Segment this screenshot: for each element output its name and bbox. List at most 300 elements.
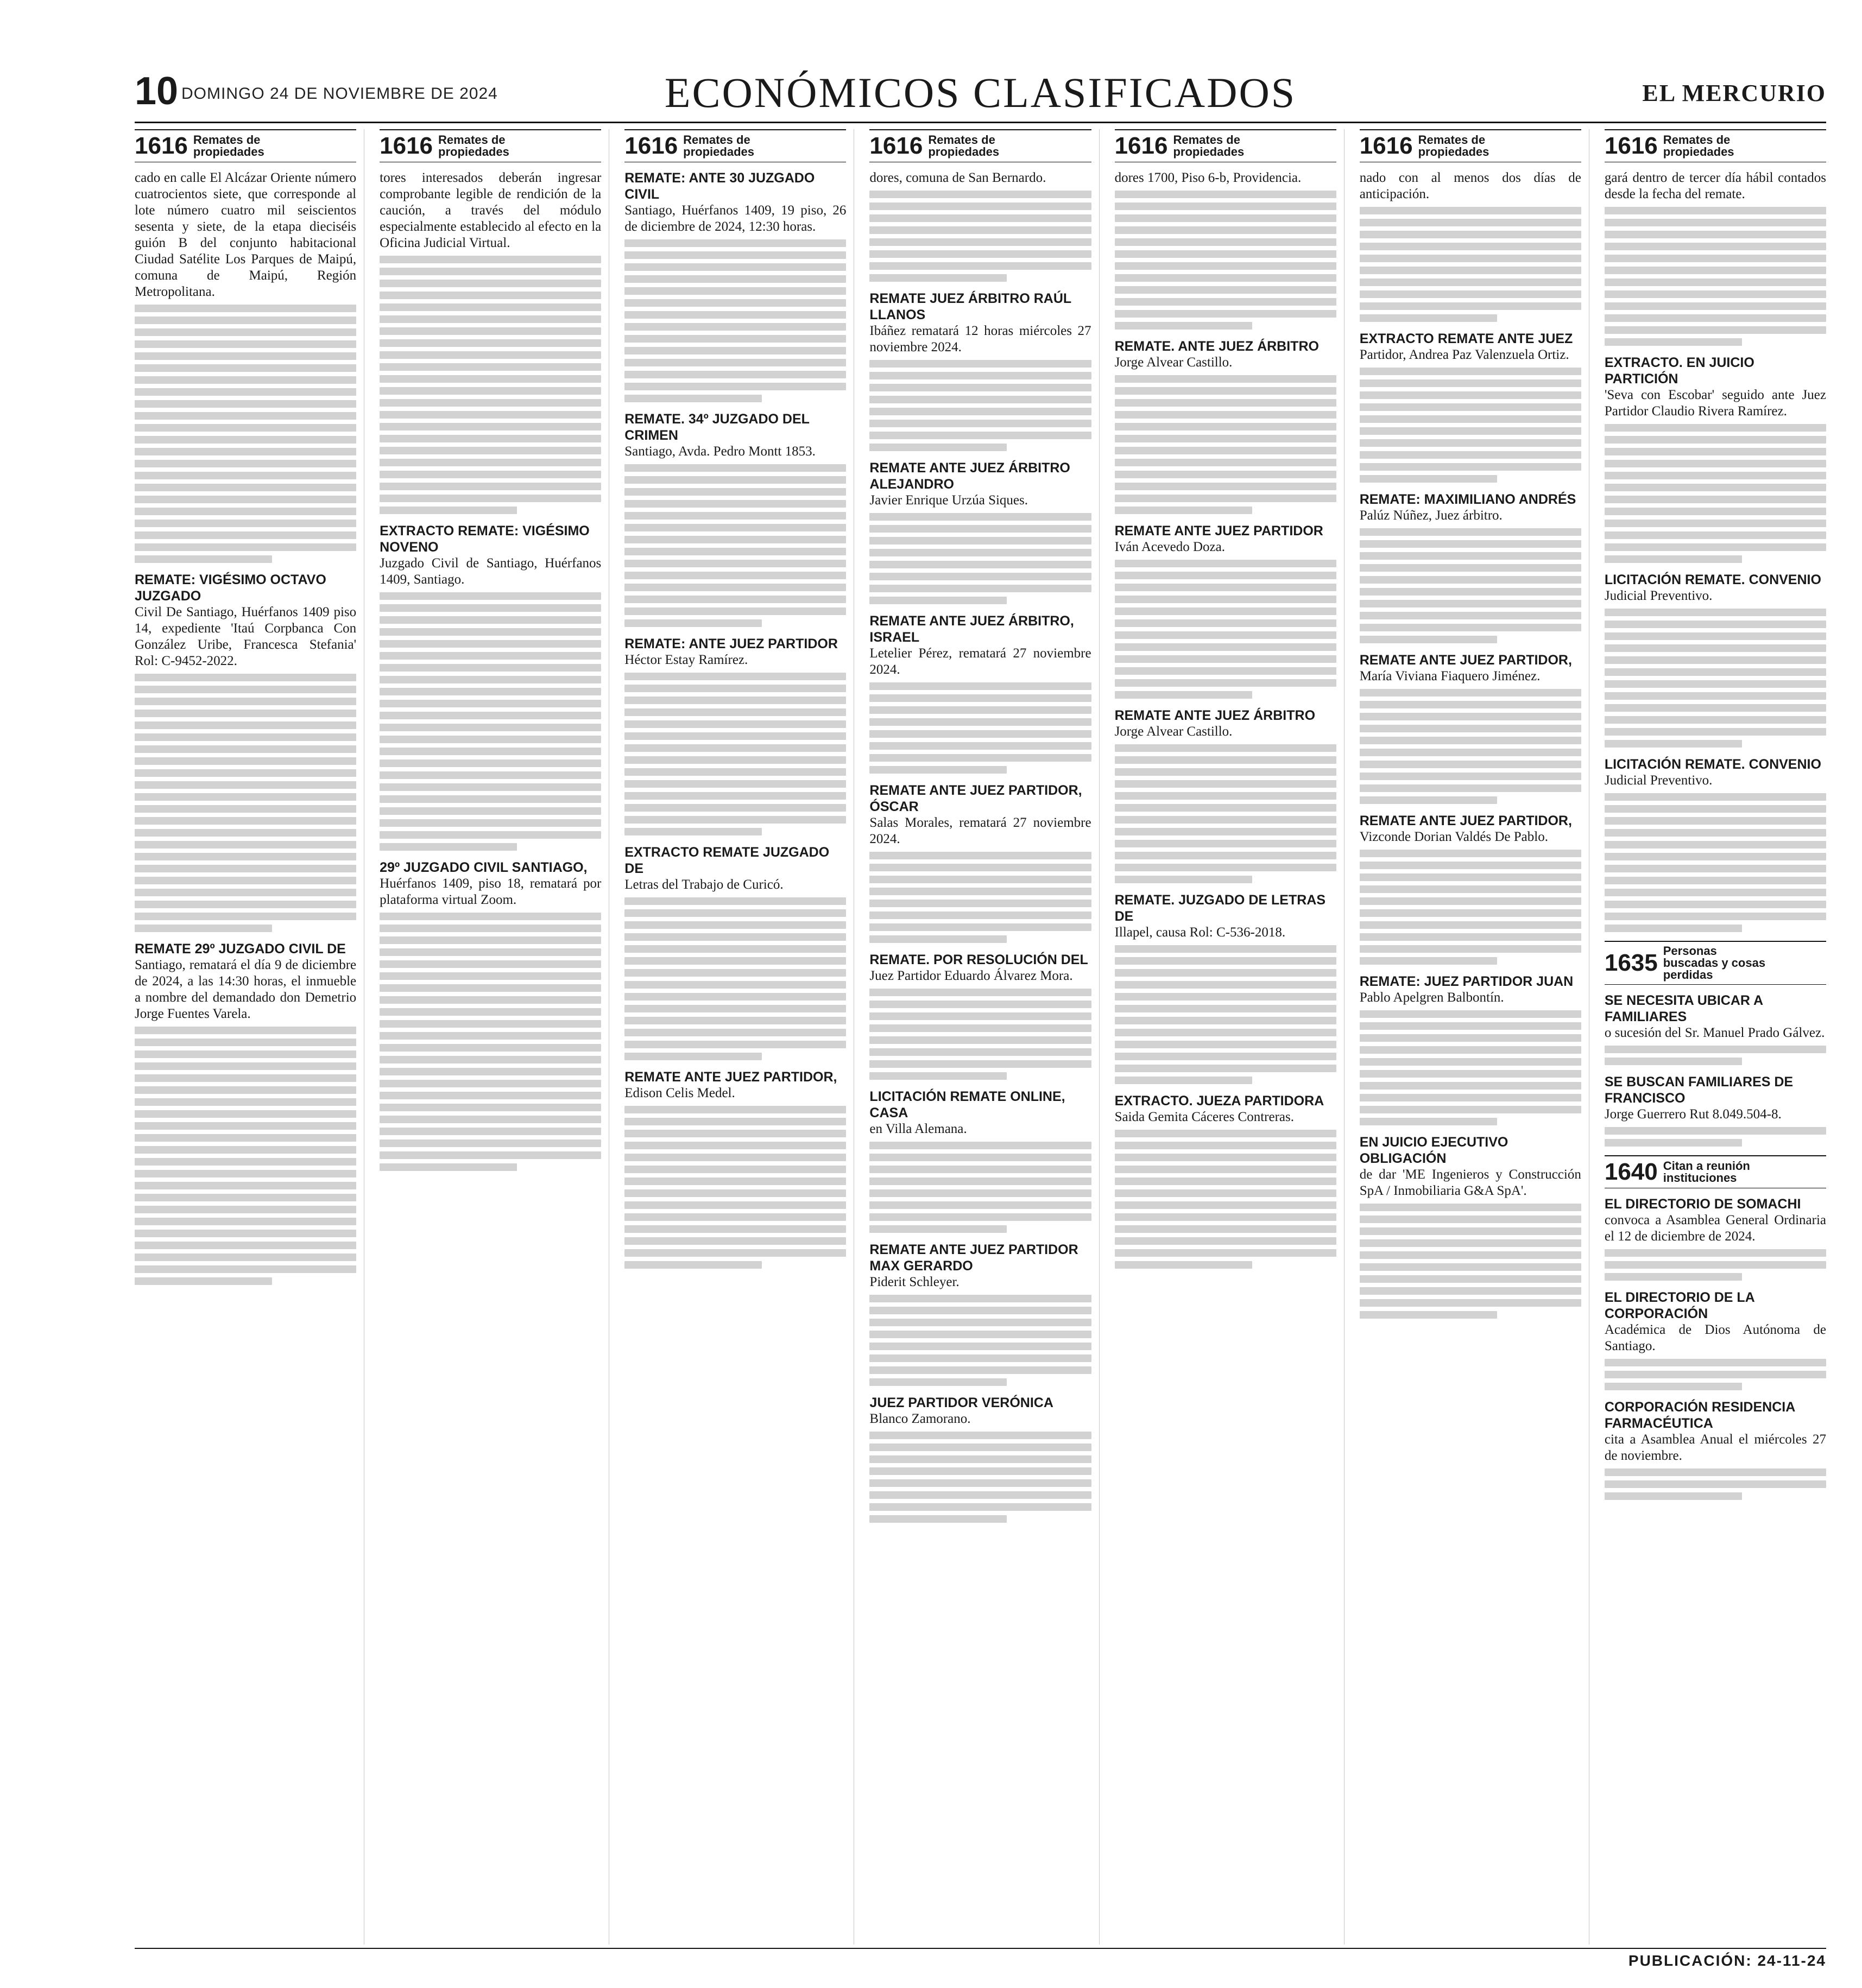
text-line (1605, 805, 1826, 813)
illegible-text-lines (380, 592, 601, 851)
text-line (1360, 957, 1497, 965)
notice-text: Letras del Trabajo de Curicó. (624, 877, 784, 892)
text-line (869, 420, 1091, 427)
text-line (135, 817, 356, 825)
illegible-text-lines (380, 913, 601, 1171)
text-line (135, 1122, 356, 1130)
text-line (1605, 219, 1826, 226)
text-line (869, 1072, 1007, 1080)
text-line (1115, 631, 1336, 639)
text-line (1605, 472, 1826, 479)
text-line (1360, 689, 1581, 697)
text-line (1605, 496, 1826, 503)
text-line (1605, 668, 1826, 676)
text-line (135, 1146, 356, 1154)
section-label: Remates de propiedades (928, 133, 1000, 159)
text-line (1605, 841, 1826, 849)
text-line (1115, 202, 1336, 210)
text-line (135, 1182, 356, 1189)
text-line (380, 483, 601, 490)
text-line (624, 488, 846, 496)
text-line (624, 933, 846, 941)
text-line (1115, 572, 1336, 579)
text-line (869, 513, 1091, 521)
text-line (869, 597, 1007, 604)
text-line (380, 925, 601, 932)
illegible-text-lines (624, 464, 846, 627)
notice (869, 290, 1091, 451)
notice (1605, 1074, 1826, 1147)
text-line (1115, 1201, 1336, 1209)
text-line (135, 1050, 356, 1058)
notice (869, 613, 1091, 774)
text-line (869, 1354, 1091, 1362)
notice-heading: REMATE. POR RESOLUCIÓN DEL (869, 952, 1088, 967)
text-line (624, 464, 846, 472)
text-line (1115, 981, 1336, 989)
text-line (1360, 1311, 1497, 1319)
notice (135, 572, 356, 932)
text-line (1115, 1261, 1252, 1269)
text-line (380, 592, 601, 600)
notice-text: Civil De Santiago, Huérfanos 1409 piso 14, expediente 'Itaú Corpbanca Con González Uribe, Francesca Stefania' Rol: C-9452-2022. (135, 605, 357, 668)
text-line (624, 560, 846, 567)
column-5 (1115, 129, 1345, 1945)
notice-text: Vizconde Dorian Valdés De Pablo. (1359, 830, 1548, 844)
section-title: ECONÓMICOS CLASIFICADOS (664, 69, 1297, 116)
text-line (380, 1056, 601, 1063)
text-line (624, 1237, 846, 1245)
text-line (380, 1092, 601, 1099)
notice-heading: REMATE ANTE JUEZ PARTIDOR MAX GERARDO (869, 1242, 1078, 1274)
text-line (624, 395, 762, 402)
text-line (1605, 817, 1826, 825)
text-line (1605, 704, 1826, 712)
notice (1115, 523, 1336, 699)
notice-heading: REMATE. JUZGADO DE LETRAS DE (1114, 892, 1326, 924)
notice (869, 1088, 1091, 1233)
notice-heading: EXTRACTO. JUEZA PARTIDORA (1114, 1093, 1324, 1109)
text-line (1115, 238, 1336, 246)
masthead (135, 69, 1826, 129)
text-line (380, 913, 601, 920)
text-line (1115, 584, 1336, 591)
text-line (869, 549, 1091, 556)
text-line (1360, 1287, 1581, 1295)
text-line (135, 829, 356, 837)
text-line (1605, 1468, 1826, 1476)
notice (624, 411, 846, 627)
text-line (380, 759, 601, 767)
notice (1360, 813, 1581, 965)
section-badge (1605, 1155, 1826, 1188)
text-line (1605, 326, 1826, 334)
text-line (869, 274, 1007, 282)
text-line (380, 948, 601, 956)
text-line (1360, 403, 1581, 411)
text-line (1605, 520, 1826, 527)
text-line (869, 525, 1091, 533)
text-line (135, 733, 356, 741)
text-line (1115, 435, 1336, 442)
notice-text: Illapel, causa Rol: C-536-2018. (1114, 925, 1286, 940)
illegible-text-lines (1605, 1249, 1826, 1281)
text-line (1115, 459, 1336, 466)
notice-text: Académica de Dios Autónoma de Santiago. (1604, 1322, 1826, 1353)
text-line (624, 536, 846, 543)
text-line (869, 766, 1007, 774)
text-line (380, 960, 601, 968)
text-line (1360, 267, 1581, 274)
text-line (1115, 471, 1336, 478)
notice-heading: REMATE ANTE JUEZ PARTIDOR, (1359, 813, 1572, 828)
notice (1605, 1196, 1826, 1281)
text-line (1115, 607, 1336, 615)
notice-heading: REMATE. 34º JUZGADO DEL CRIMEN (624, 411, 810, 443)
text-line (624, 720, 846, 728)
notice-text: Javier Enrique Urzúa Siques. (869, 493, 1028, 508)
text-line (135, 877, 356, 884)
text-line (1605, 865, 1826, 872)
text-line (869, 1331, 1091, 1338)
text-line (380, 628, 601, 636)
text-line (869, 1177, 1091, 1185)
text-line (624, 263, 846, 271)
text-line (380, 375, 601, 383)
text-line (1605, 716, 1826, 724)
column-4 (869, 129, 1099, 1945)
text-line (624, 1249, 846, 1257)
text-line (135, 769, 356, 777)
notice-text: cado en calle El Alcázar Oriente número cuatrocientos siete, que corresponde al lote número cuatro mil seiscientos sesenta y siete, de la etapa dieciséis guión B del conjunto habitacional Ciudad Satélite Los Parques de Maipú, comuna de Maipú, Región Metropolitana. (135, 170, 357, 299)
text-line (1605, 436, 1826, 444)
text-line (135, 472, 356, 479)
text-line (624, 780, 846, 788)
text-line (135, 757, 356, 765)
text-line (1115, 1142, 1336, 1149)
notice (380, 523, 601, 851)
text-line (1360, 600, 1581, 607)
text-line (1115, 876, 1252, 883)
page-date: DOMINGO 24 DE NOVIEMBRE DE 2024 (181, 85, 498, 103)
text-line (380, 268, 601, 275)
illegible-text-lines (135, 674, 356, 932)
text-line (1360, 1106, 1581, 1113)
text-line (1360, 427, 1581, 435)
text-line (1605, 1261, 1826, 1269)
notices (380, 170, 601, 1171)
text-line (1360, 921, 1581, 929)
text-line (869, 432, 1091, 439)
text-line (624, 744, 846, 752)
text-line (869, 1503, 1091, 1511)
text-line (1115, 596, 1336, 603)
text-line (1360, 415, 1581, 423)
text-line (1605, 889, 1826, 896)
text-line (380, 1080, 601, 1087)
illegible-text-lines (1115, 945, 1336, 1084)
text-line (1360, 564, 1581, 572)
text-line (380, 700, 601, 707)
text-line (624, 921, 846, 929)
text-line (380, 423, 601, 430)
column-6 (1360, 129, 1589, 1945)
text-line (1605, 1492, 1742, 1500)
text-line (135, 674, 356, 681)
text-line (1360, 243, 1581, 250)
text-line (135, 376, 356, 384)
notice (1360, 973, 1581, 1125)
text-line (380, 1020, 601, 1028)
text-line (380, 712, 601, 719)
illegible-text-lines (1115, 560, 1336, 699)
text-line (1360, 713, 1581, 720)
text-line (869, 864, 1091, 871)
text-line (135, 686, 356, 693)
text-line (1605, 1139, 1742, 1147)
notice-text: Judicial Preventivo. (1604, 588, 1713, 603)
text-line (1360, 451, 1581, 459)
illegible-text-lines (1605, 1359, 1826, 1390)
text-line (380, 399, 601, 407)
text-line (869, 408, 1091, 415)
text-line (1605, 632, 1826, 640)
illegible-text-lines (1115, 1130, 1336, 1269)
text-line (1115, 191, 1336, 198)
text-line (624, 1118, 846, 1125)
illegible-text-lines (1605, 793, 1826, 932)
section-number: 1616 (380, 132, 433, 159)
section-badge (380, 129, 601, 162)
text-line (1115, 1077, 1252, 1084)
text-line (869, 706, 1091, 714)
text-line (869, 900, 1091, 907)
section-number: 1616 (135, 132, 188, 159)
text-line (135, 841, 356, 849)
text-line (1115, 375, 1336, 383)
text-line (869, 573, 1091, 580)
text-line (135, 316, 356, 324)
text-line (135, 1158, 356, 1166)
notice-text: Huérfanos 1409, piso 18, rematará por plataforma virtual Zoom. (380, 876, 602, 907)
illegible-text-lines (869, 1142, 1091, 1233)
text-line (1605, 925, 1742, 932)
text-line (380, 1128, 601, 1135)
text-line (1605, 255, 1826, 262)
text-line (380, 1044, 601, 1052)
text-line (1115, 1041, 1336, 1048)
classified-columns (135, 129, 1826, 1945)
text-line (624, 993, 846, 1001)
notice-heading: SE NECESITA UBICAR A FAMILIARES (1604, 993, 1763, 1024)
text-line (1115, 852, 1336, 859)
text-line (380, 616, 601, 624)
text-line (135, 1218, 356, 1225)
text-line (135, 781, 356, 789)
text-line (135, 448, 356, 455)
notice-heading: SE BUSCAN FAMILIARES DE FRANCISCO (1604, 1074, 1794, 1106)
text-line (1605, 1249, 1826, 1257)
section-label: Remates de propiedades (438, 133, 509, 159)
notice-text: Pablo Apelgren Balbontín. (1359, 990, 1504, 1005)
text-line (1605, 793, 1826, 801)
text-line (135, 745, 356, 753)
text-line (1360, 933, 1581, 941)
illegible-text-lines (869, 360, 1091, 451)
text-line (1115, 691, 1252, 699)
text-line (380, 843, 517, 851)
text-line (869, 1201, 1091, 1209)
text-line (380, 411, 601, 419)
text-line (1115, 655, 1336, 663)
notice-heading: REMATE: MAXIMILIANO ANDRÉS (1359, 492, 1576, 507)
illegible-text-lines (869, 852, 1091, 943)
illegible-text-lines (135, 1027, 356, 1285)
text-line (135, 1242, 356, 1249)
illegible-text-lines (1605, 609, 1826, 748)
text-line (380, 688, 601, 695)
text-line (869, 1048, 1091, 1056)
text-line (869, 876, 1091, 883)
text-line (1360, 314, 1497, 322)
notices (135, 170, 356, 1285)
text-line (1360, 945, 1581, 953)
publication-date: PUBLICACIÓN: 24-11-24 (1628, 1952, 1826, 1969)
text-line (869, 1189, 1091, 1197)
text-line (624, 311, 846, 319)
text-line (1115, 1053, 1336, 1060)
notice-heading: EXTRACTO REMATE: VIGÉSIMO NOVENO (380, 523, 590, 555)
text-line (869, 1443, 1091, 1451)
text-line (1115, 945, 1336, 953)
text-line (869, 754, 1091, 762)
text-line (380, 936, 601, 944)
text-line (1115, 250, 1336, 258)
notice-text: Santiago, Huérfanos 1409, 19 piso, 26 de diciembre de 2024, 12:30 horas. (624, 203, 847, 234)
text-line (869, 262, 1091, 270)
notice-text: gará dentro de tercer día hábil contados desde la fecha del remate. (1604, 170, 1826, 201)
text-line (1115, 411, 1336, 419)
notice-text: Partidor, Andrea Paz Valenzuela Ortiz. (1359, 347, 1569, 362)
text-line (380, 1008, 601, 1016)
section-badge (135, 129, 356, 162)
text-line (1605, 1480, 1826, 1488)
text-line (380, 640, 601, 648)
notice (380, 859, 601, 1171)
text-line (1115, 286, 1336, 294)
notice-heading: EXTRACTO REMATE JUZGADO DE (624, 845, 830, 876)
text-line (135, 508, 356, 515)
text-line (1115, 756, 1336, 764)
text-line (624, 1142, 846, 1149)
text-line (1360, 885, 1581, 893)
text-line (869, 372, 1091, 379)
text-line (1605, 267, 1826, 274)
text-line (1360, 1215, 1581, 1223)
text-line (380, 996, 601, 1004)
notice-heading: REMATE ANTE JUEZ PARTIDOR (1114, 523, 1323, 539)
page-number: 10 (135, 69, 179, 113)
notice-text: convoca a Asamblea General Ordinaria el 12 de diciembre de 2024. (1604, 1213, 1826, 1244)
notice (624, 844, 846, 1060)
text-line (1115, 274, 1336, 282)
text-line (1360, 391, 1581, 399)
notice-heading: REMATE. ANTE JUEZ ÁRBITRO (1114, 339, 1319, 354)
notice (1605, 1399, 1826, 1500)
text-line (1360, 219, 1581, 226)
illegible-text-lines (1360, 207, 1581, 322)
text-line (1115, 1249, 1336, 1257)
text-line (1115, 828, 1336, 835)
notice-text: tores interesados deberán ingresar comprobante legible de rendición de la caución, a través del módulo especialmente establecido al efecto en la Oficina Judicial Virtual. (380, 170, 602, 250)
text-line (1115, 1029, 1336, 1036)
illegible-text-lines (1605, 1468, 1826, 1500)
text-line (1360, 1070, 1581, 1078)
text-line (1360, 1251, 1581, 1259)
notice-text: en Villa Alemana. (869, 1122, 967, 1136)
text-line (380, 676, 601, 683)
text-line (1115, 1189, 1336, 1197)
text-line (869, 989, 1091, 996)
text-line (624, 371, 846, 378)
text-line (380, 280, 601, 287)
text-line (1360, 862, 1581, 869)
text-line (1360, 231, 1581, 238)
text-line (380, 351, 601, 359)
illegible-text-lines (1360, 528, 1581, 643)
text-line (380, 1116, 601, 1123)
illegible-text-lines (1360, 1010, 1581, 1125)
text-line (869, 226, 1091, 234)
text-line (380, 748, 601, 755)
text-line (380, 1068, 601, 1075)
illegible-text-lines (1360, 368, 1581, 483)
text-line (869, 1378, 1007, 1386)
text-line (380, 972, 601, 980)
text-line (1360, 1094, 1581, 1101)
text-line (1360, 1010, 1581, 1018)
text-line (1605, 728, 1826, 736)
text-line (1360, 290, 1581, 298)
text-line (1605, 448, 1826, 455)
text-line (1360, 475, 1497, 483)
text-line (1360, 1058, 1581, 1066)
notices (1360, 170, 1581, 1319)
text-line (1115, 1177, 1336, 1185)
notice-text: Santiago, Avda. Pedro Montt 1853. (624, 444, 816, 459)
section-badge (1360, 129, 1581, 162)
text-line (1115, 483, 1336, 490)
text-line (135, 340, 356, 348)
text-line (1605, 656, 1826, 664)
text-line (380, 387, 601, 395)
text-line (135, 424, 356, 432)
illegible-text-lines (1605, 1127, 1826, 1147)
text-line (1605, 484, 1826, 491)
notice-heading: REMATE: VIGÉSIMO OCTAVO JUZGADO (135, 572, 326, 604)
text-line (869, 1307, 1091, 1314)
notice (869, 1395, 1091, 1523)
notice (135, 170, 356, 563)
text-line (380, 447, 601, 454)
text-line (624, 1189, 846, 1197)
notices (1605, 992, 1826, 1147)
text-line (624, 673, 846, 680)
text-line (135, 865, 356, 872)
illegible-text-lines (869, 1295, 1091, 1386)
notice-heading: REMATE JUEZ ÁRBITRO RAÚL LLANOS (869, 291, 1071, 322)
notice (869, 1242, 1091, 1386)
